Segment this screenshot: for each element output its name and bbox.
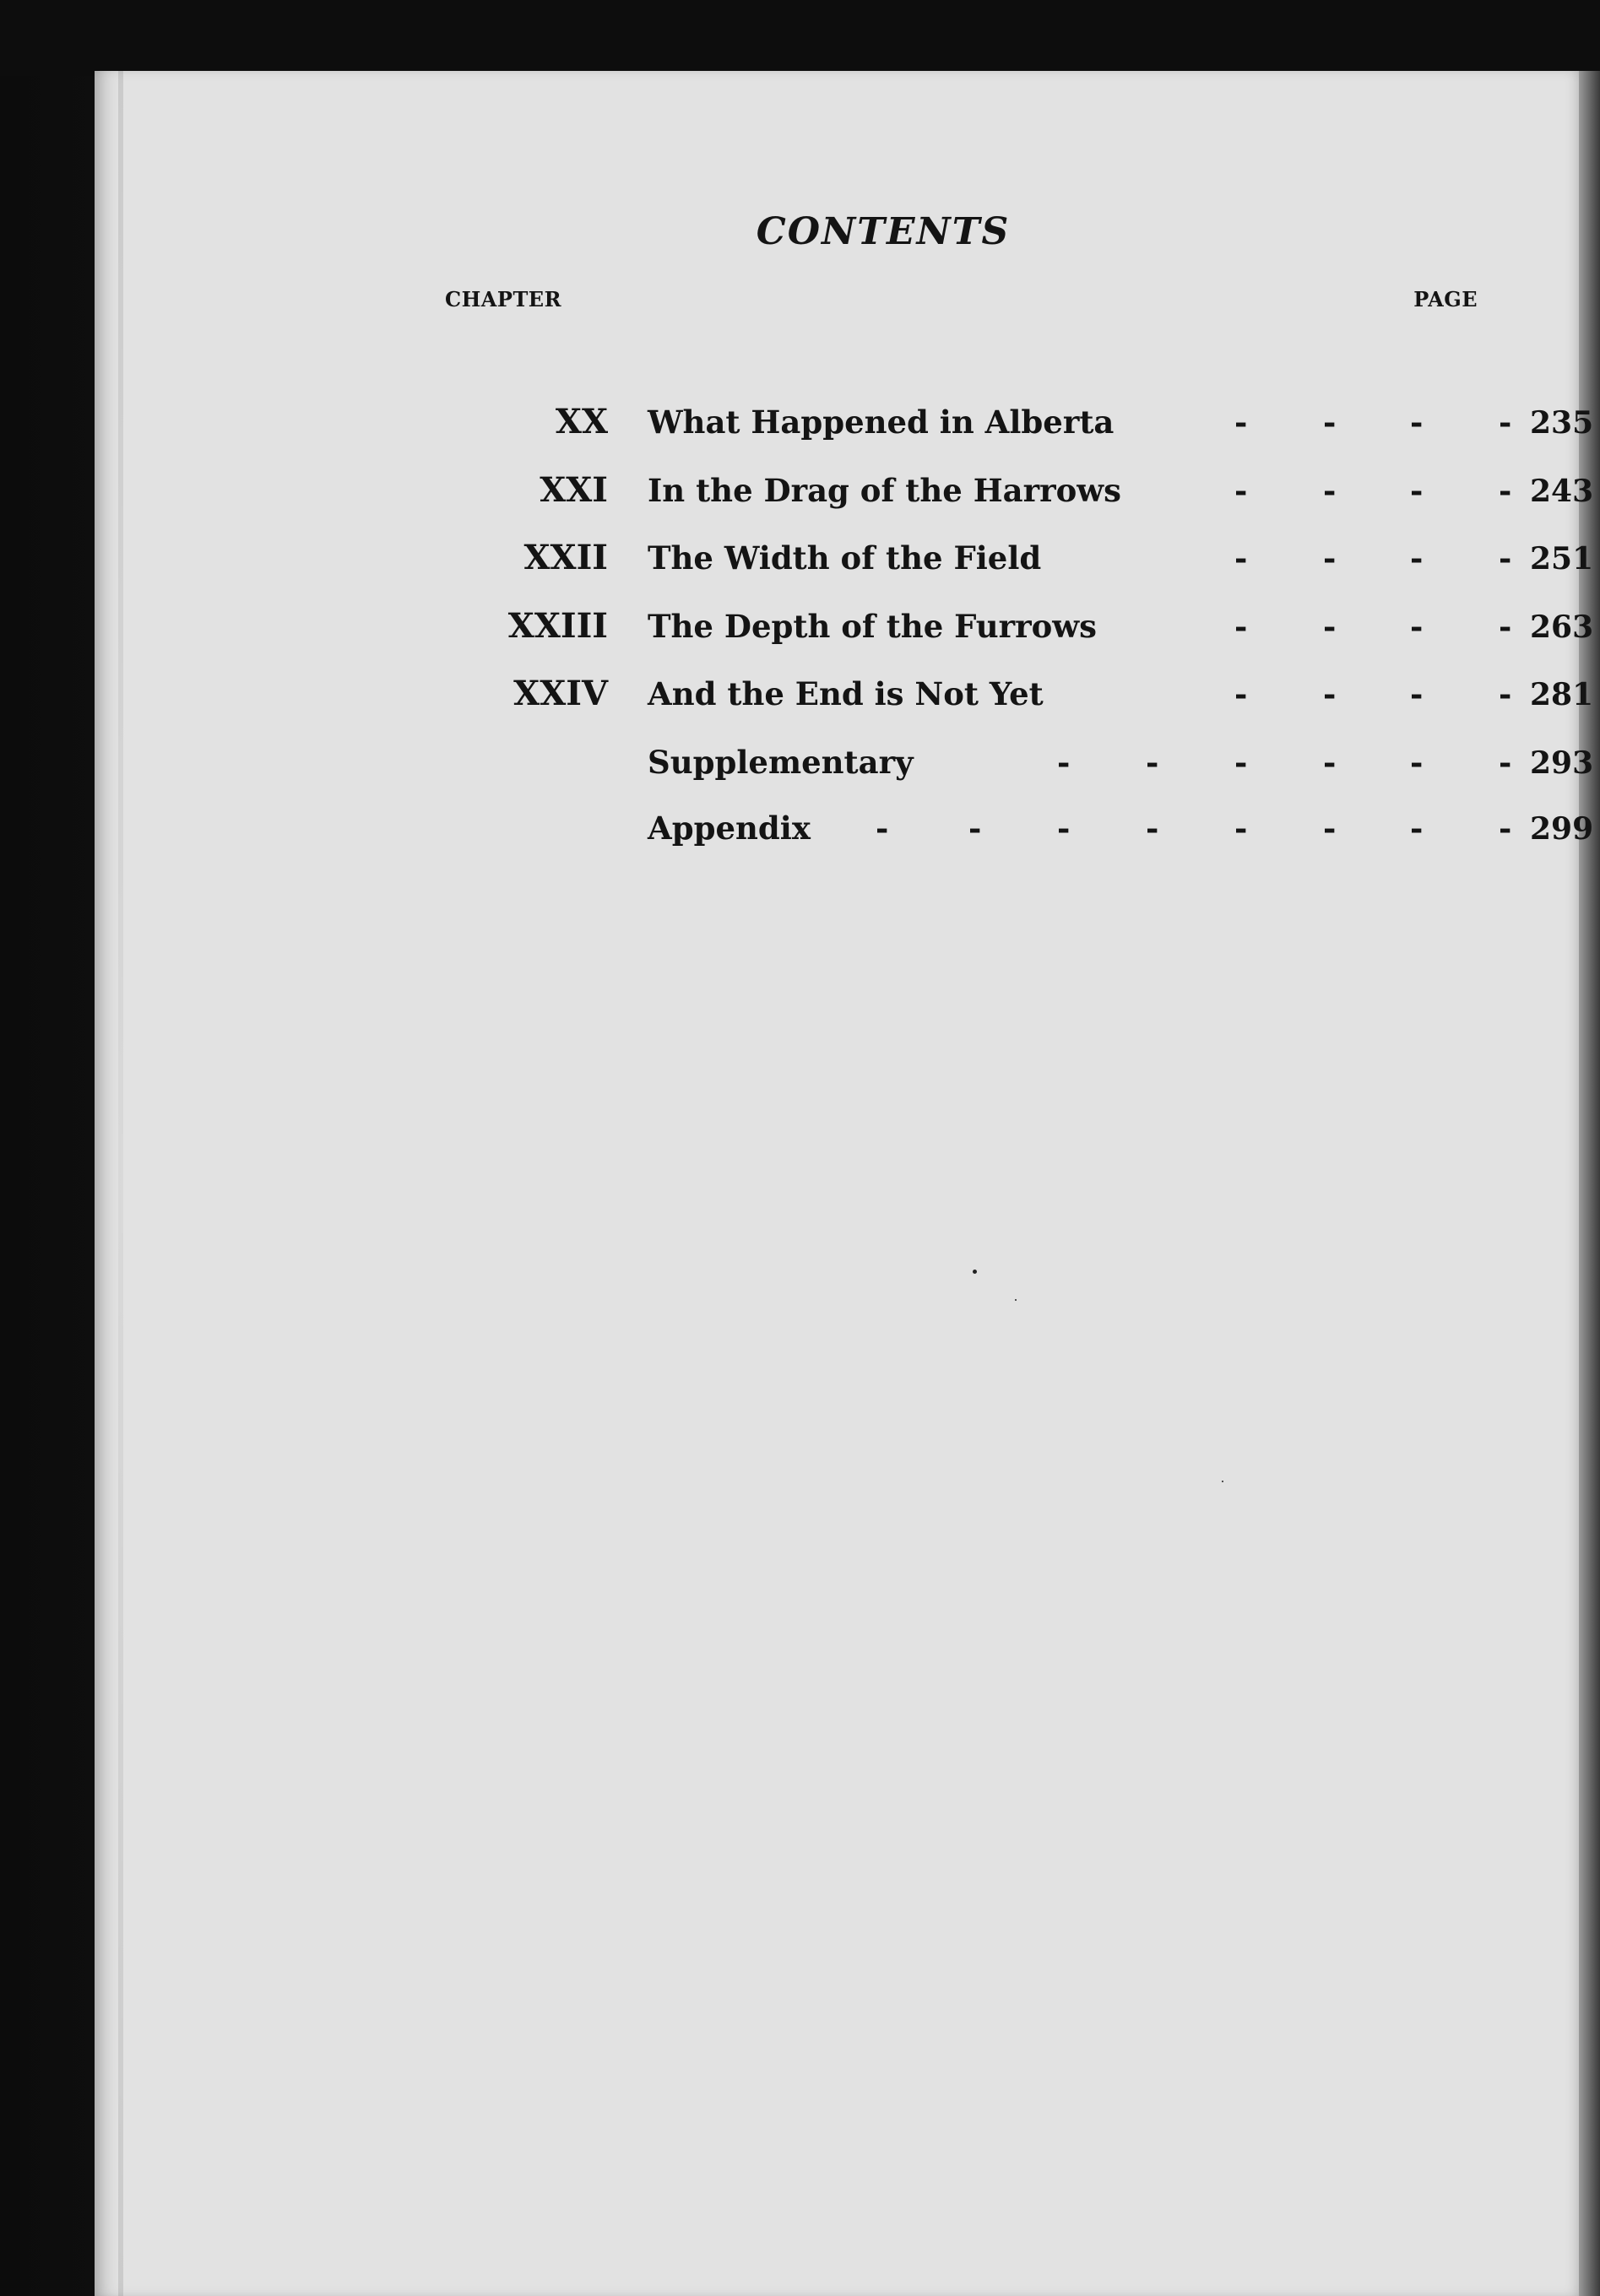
chapter-title: What Happened in Alberta xyxy=(648,403,1115,441)
leader-dash: - xyxy=(1499,744,1512,781)
chapter-column-label: CHAPTER xyxy=(445,287,562,311)
leader-dash: - xyxy=(1499,810,1512,847)
leader-dash: - xyxy=(1410,608,1424,645)
page-number: 263 xyxy=(1530,609,1594,645)
leader-dash: - xyxy=(1234,403,1248,441)
paper-speck xyxy=(973,1270,977,1274)
chapter-title: In the Drag of the Harrows xyxy=(648,472,1121,509)
leader-dash: - xyxy=(1323,810,1337,847)
leader-dash: - xyxy=(1234,810,1248,847)
page-number: 251 xyxy=(1530,541,1594,577)
leader-dash: - xyxy=(1234,744,1248,781)
section-title: Appendix xyxy=(648,810,811,847)
chapter-number: XXI xyxy=(540,470,608,510)
chapter-number: XXIII xyxy=(507,606,608,646)
toc-entry xyxy=(95,606,1594,665)
leader-dash: - xyxy=(1323,744,1337,781)
toc-entry xyxy=(95,402,1594,461)
chapter-title: The Depth of the Furrows xyxy=(648,608,1097,645)
leader-dash: - xyxy=(1323,675,1337,712)
contents-page xyxy=(95,71,1594,2296)
leader-dash: - xyxy=(1499,539,1512,577)
scanner-top-border xyxy=(0,0,1600,76)
leader-dash: - xyxy=(1410,810,1424,847)
leader-dash: - xyxy=(1057,810,1071,847)
leader-dash: - xyxy=(1234,675,1248,712)
leader-dash: - xyxy=(1234,472,1248,509)
toc-entry xyxy=(95,742,1594,801)
page-number: 235 xyxy=(1530,405,1594,441)
leader-dash: - xyxy=(1323,608,1337,645)
leader-dash: - xyxy=(1234,608,1248,645)
toc-entry xyxy=(95,538,1594,597)
book-page xyxy=(95,71,1594,2296)
leader-dash: - xyxy=(1146,744,1159,781)
page-number: 293 xyxy=(1530,745,1594,781)
page-number: 299 xyxy=(1530,811,1594,847)
page-number: 243 xyxy=(1530,474,1594,509)
paper-speck xyxy=(1222,1481,1223,1482)
leader-dash: - xyxy=(1410,744,1424,781)
leader-dash: - xyxy=(1323,539,1337,577)
toc-entry xyxy=(95,470,1594,529)
toc-entry xyxy=(95,674,1594,733)
leader-dash: - xyxy=(1410,539,1424,577)
leader-dash: - xyxy=(1499,608,1512,645)
page-number: 281 xyxy=(1530,677,1594,712)
chapter-number: XXIV xyxy=(513,674,608,713)
paper-speck xyxy=(1015,1299,1017,1301)
leader-dash: - xyxy=(1323,403,1337,441)
leader-dash: - xyxy=(968,810,982,847)
leader-dash: - xyxy=(1410,472,1424,509)
chapter-title: The Width of the Field xyxy=(648,539,1042,577)
chapter-number: XXII xyxy=(523,538,608,577)
leader-dash: - xyxy=(1146,810,1159,847)
leader-dash: - xyxy=(1234,539,1248,577)
leader-dash: - xyxy=(1499,675,1512,712)
section-title: Supplementary xyxy=(648,744,914,781)
page-column-label: PAGE xyxy=(1413,287,1478,311)
chapter-title: And the End is Not Yet xyxy=(648,675,1044,712)
leader-dash: - xyxy=(1499,403,1512,441)
leader-dash: - xyxy=(1410,403,1424,441)
toc-entry xyxy=(95,808,1594,867)
contents-heading: CONTENTS xyxy=(756,210,1011,253)
leader-dash: - xyxy=(1057,744,1071,781)
leader-dash: - xyxy=(876,810,889,847)
leader-dash: - xyxy=(1323,472,1337,509)
leader-dash: - xyxy=(1410,675,1424,712)
leader-dash: - xyxy=(1499,472,1512,509)
chapter-number: XX xyxy=(555,402,608,441)
